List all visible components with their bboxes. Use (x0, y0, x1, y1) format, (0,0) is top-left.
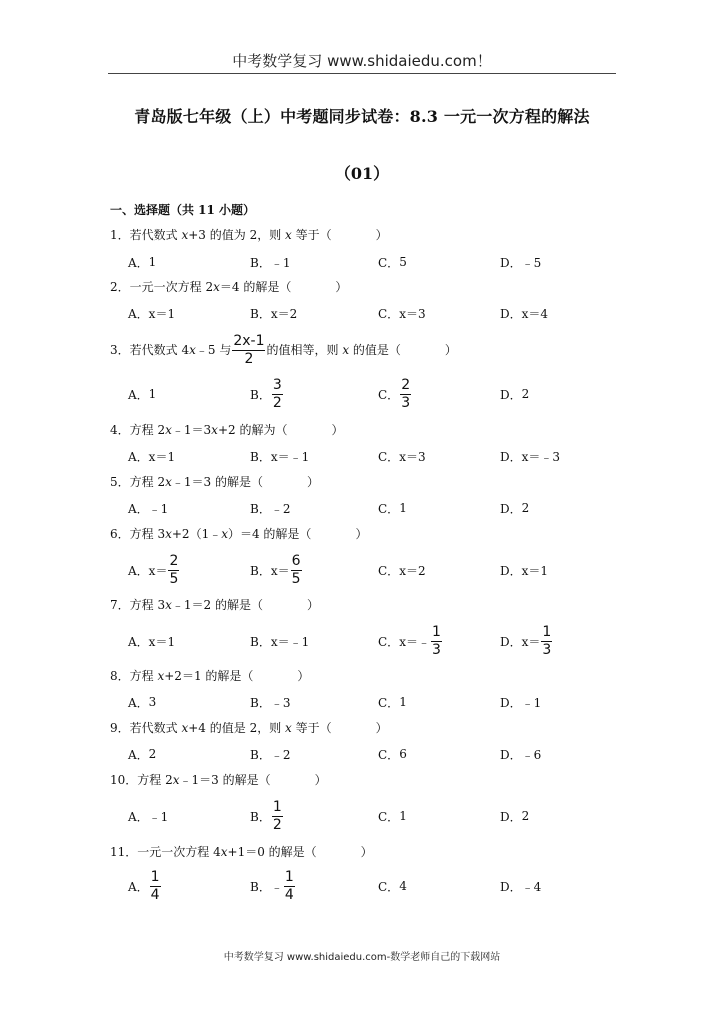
question-11: 11．一元一次方程 4x+1＝0 的解是（ ） (110, 845, 373, 859)
fraction: $\frac{2}{5}$ (169, 552, 179, 587)
option-b[interactable]: B． ﹣2 (250, 747, 291, 762)
question-1-options (128, 242, 588, 282)
option-a[interactable]: A． x＝ $\frac{2}{5}$ (128, 552, 179, 587)
fraction: $\frac{1}{2}$ (272, 798, 282, 833)
question-7: 7．方程 3x﹣1＝2 的解是（ ） (110, 598, 319, 612)
fraction: $\frac{1}{3}$ (431, 623, 441, 658)
question-3: 3．若代数式 4x﹣5 与 $\frac{2x-1}{2}$ 的值相等，则 x 的值是（ ） (110, 333, 457, 367)
fraction: $\frac{1}{4}$ (284, 868, 294, 903)
option-d[interactable]: D． ﹣5 (500, 255, 542, 270)
option-a[interactable]: A． 3 (128, 695, 157, 710)
option-a[interactable]: A． ﹣1 (128, 809, 169, 824)
option-d[interactable]: D． ﹣6 (500, 747, 542, 762)
option-c[interactable]: C． x＝2 (378, 563, 426, 578)
option-c[interactable]: C． x＝﹣ $\frac{1}{3}$ (378, 623, 441, 658)
header-divider (108, 73, 616, 74)
option-d[interactable]: D． 2 (500, 501, 530, 516)
option-c[interactable]: C． 6 (378, 747, 407, 762)
option-d[interactable]: D． x＝1 (500, 563, 549, 578)
option-b[interactable]: B． $\frac{3}{2}$ (250, 376, 282, 411)
option-a[interactable]: A． 1 (128, 255, 157, 270)
option-c[interactable]: C． 5 (378, 255, 407, 270)
fraction: $\frac{2x-1}{2}$ (233, 333, 265, 367)
option-b[interactable]: B． ﹣ $\frac{1}{4}$ (250, 868, 294, 903)
option-d[interactable]: D． 2 (500, 387, 530, 402)
question-10-options (128, 796, 588, 836)
option-c[interactable]: C． $\frac{2}{3}$ (378, 376, 411, 411)
option-d[interactable]: D． 2 (500, 809, 530, 824)
question-11-options (128, 866, 588, 906)
fraction: $\frac{6}{5}$ (291, 552, 301, 587)
option-c[interactable]: C． 4 (378, 879, 407, 894)
page-header: 中考数学复习 www.shidaiedu.com！ (232, 52, 492, 70)
question-2: 2．一元一次方程 2x＝4 的解是（ ） (110, 280, 348, 294)
option-d[interactable]: D． ﹣4 (500, 879, 542, 894)
option-b[interactable]: B． x＝﹣1 (250, 634, 310, 649)
question-5-options (128, 488, 588, 528)
option-d[interactable]: D． ﹣1 (500, 695, 542, 710)
question-9: 9．若代数式 x+4 的值是 2，则 x 等于（ ） (110, 721, 388, 735)
fraction: $\frac{3}{2}$ (272, 376, 282, 411)
option-a[interactable]: A． 2 (128, 747, 157, 762)
option-b[interactable]: B． ﹣1 (250, 255, 291, 270)
option-d[interactable]: D． x＝﹣3 (500, 449, 561, 464)
question-4-options (128, 436, 588, 476)
option-d[interactable]: D． x＝4 (500, 306, 549, 321)
option-a[interactable]: A． 1 (128, 387, 157, 402)
question-10: 10．方程 2x﹣1＝3 的解是（ ） (110, 773, 327, 787)
option-b[interactable]: B． ﹣3 (250, 695, 291, 710)
section-heading: 一、选择题（共 11 小题） (110, 203, 256, 217)
question-9-options (128, 734, 588, 774)
option-c[interactable]: C． 1 (378, 695, 407, 710)
option-b[interactable]: B． x＝ $\frac{6}{5}$ (250, 552, 301, 587)
question-8-options (128, 682, 588, 722)
option-c[interactable]: C． x＝3 (378, 306, 426, 321)
question-6: 6．方程 3x+2（1﹣x）＝4 的解是（ ） (110, 527, 368, 541)
option-b[interactable]: B． x＝2 (250, 306, 298, 321)
fraction: $\frac{1}{3}$ (542, 623, 552, 658)
option-c[interactable]: C． 1 (378, 501, 407, 516)
question-5: 5．方程 2x﹣1＝3 的解是（ ） (110, 475, 319, 489)
question-8: 8．方程 x+2＝1 的解是（ ） (110, 669, 310, 683)
option-a[interactable]: A． ﹣1 (128, 501, 169, 516)
exam-title: 青岛版七年级（上）中考题同步试卷：8.3 一元一次方程的解法 (134, 107, 590, 126)
question-6-options (128, 550, 588, 590)
question-7-options (128, 621, 588, 661)
option-b[interactable]: B． x＝﹣1 (250, 449, 310, 464)
option-d[interactable]: D． x＝ $\frac{1}{3}$ (500, 623, 552, 658)
option-a[interactable]: A． x＝1 (128, 306, 176, 321)
option-a[interactable]: A． x＝1 (128, 634, 176, 649)
exam-subtitle: （01） (334, 164, 390, 183)
question-2-options (128, 293, 588, 333)
question-1: 1．若代数式 x+3 的值为 2，则 x 等于（ ） (110, 228, 388, 242)
fraction: $\frac{2}{3}$ (401, 376, 411, 411)
option-c[interactable]: C． x＝3 (378, 449, 426, 464)
question-3-options (128, 374, 588, 414)
fraction: $\frac{1}{4}$ (150, 868, 160, 903)
option-a[interactable]: A． $\frac{1}{4}$ (128, 868, 160, 903)
page-footer: 中考数学复习 www.shidaiedu.com-数学老师自己的下载网站 (223, 952, 501, 963)
option-b[interactable]: B． ﹣2 (250, 501, 291, 516)
option-c[interactable]: C． 1 (378, 809, 407, 824)
option-a[interactable]: A． x＝1 (128, 449, 176, 464)
question-4: 4．方程 2x﹣1＝3x+2 的解为（ ） (110, 423, 344, 437)
option-b[interactable]: B． $\frac{1}{2}$ (250, 798, 282, 833)
